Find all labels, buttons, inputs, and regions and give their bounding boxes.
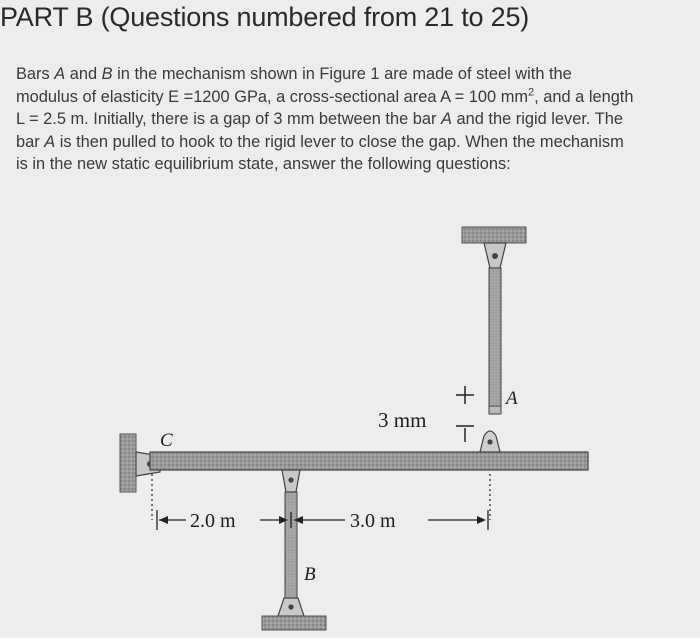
dim-label-3m: 3.0 m (350, 510, 396, 532)
hook-A (489, 406, 501, 414)
dim-label-2m: 2.0 m (190, 510, 236, 532)
label-bar-B: B (304, 564, 316, 585)
pin-B-bottom (288, 604, 293, 609)
problem-line-3: L = 2.5 m. Initially, there is a gap of 3 mm between the bar A and the rigid lever. The (16, 110, 623, 129)
wall-support-left (120, 434, 136, 492)
bar-A (489, 268, 501, 406)
label-pin-C: C (160, 430, 173, 451)
problem-line-1: Bars A and B in the mechanism shown in Figure 1 are made of steel with the (16, 65, 572, 83)
dim-right-arrowhead-right (477, 516, 486, 524)
problem-line-5: is in the new static equilibrium state, answer the following questions: (16, 155, 511, 174)
ceiling-support-A (462, 227, 526, 243)
pin-B-top (288, 477, 293, 482)
pin-A-lever (487, 439, 492, 444)
problem-line-2: modulus of elasticity E =1200 GPa, a cross-sectional area A = 100 $mm^2$, and a length (16, 86, 634, 106)
label-bar-A: A (506, 388, 518, 409)
bar-B (285, 492, 297, 598)
floor-support-B (262, 616, 326, 630)
problem-line-4: bar A is then pulled to hook to the rigid lever to close the gap. When the mechanism (16, 132, 624, 151)
rigid-lever (150, 452, 588, 470)
gap-label: 3 mm (378, 408, 427, 432)
dim-left-arrowhead-left (159, 516, 168, 524)
section-heading: PART B (Questions numbered from 21 to 25) (0, 2, 530, 32)
pin-A-top (492, 253, 498, 259)
